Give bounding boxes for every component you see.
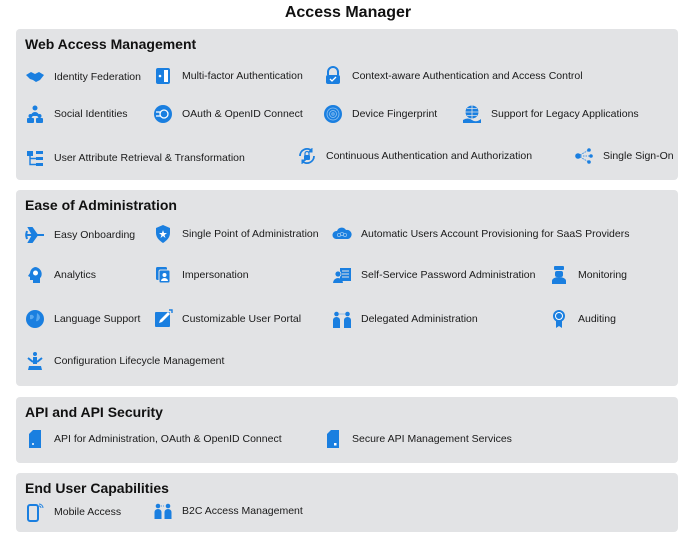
feature-language-support: Language Support — [24, 309, 140, 329]
cloud-users-icon — [331, 224, 353, 244]
section-web-access-management — [16, 29, 678, 180]
globe-icon — [24, 309, 46, 329]
openid-icon — [152, 104, 174, 124]
two-users-icon — [152, 501, 174, 521]
feature-b2c-access-management: B2C Access Management — [152, 501, 303, 521]
two-users-icon — [331, 309, 353, 329]
feature-configuration-lifecycle: Configuration Lifecycle Management — [24, 351, 224, 371]
section-title: End User Capabilities — [25, 480, 169, 496]
feature-single-point-administration: Single Point of Administration — [152, 224, 319, 244]
officer-icon — [548, 265, 570, 285]
lock-check-icon — [322, 66, 344, 86]
feature-secure-api-management: Secure API Management Services — [322, 429, 512, 449]
user-card-icon — [152, 265, 174, 285]
section-end-user-capabilities — [16, 473, 678, 532]
feature-customizable-user-portal: Customizable User Portal — [152, 309, 301, 329]
section-title: Web Access Management — [25, 36, 197, 52]
handshake-icon — [24, 67, 46, 87]
feature-impersonation: Impersonation — [152, 265, 249, 285]
mobile-wifi-icon — [24, 502, 46, 522]
hierarchy-icon — [24, 148, 46, 168]
section-api-security — [16, 397, 678, 463]
feature-multi-factor-authentication: Multi-factor Authentication — [152, 66, 303, 86]
feature-user-attribute-retrieval: User Attribute Retrieval & Transformation — [24, 148, 245, 168]
edit-icon — [152, 309, 174, 329]
page-title: Access Manager — [284, 4, 412, 21]
feature-support-legacy-applications: Support for Legacy Applications — [461, 104, 639, 124]
user-form-icon — [331, 265, 353, 285]
lock-cycle-icon — [296, 146, 318, 166]
feature-identity-federation: Identity Federation — [24, 67, 141, 87]
section-ease-of-administration — [16, 190, 678, 386]
feature-easy-onboarding: Easy Onboarding — [24, 225, 135, 245]
feature-api-administration: API for Administration, OAuth & OpenID Connect — [24, 429, 282, 449]
feature-self-service-password: Self-Service Password Administration — [331, 265, 536, 285]
brain-head-icon — [24, 265, 46, 285]
feature-automatic-account-provisioning: Automatic Users Account Provisioning for SaaS Providers — [331, 224, 629, 244]
feature-context-aware-authentication: Context-aware Authentication and Access Control — [322, 66, 583, 86]
feature-mobile-access: Mobile Access — [24, 502, 121, 522]
award-icon — [548, 309, 570, 329]
feature-continuous-authentication: Continuous Authentication and Authorization — [296, 146, 532, 166]
users-group-icon — [24, 104, 46, 124]
document-lock-icon — [322, 429, 344, 449]
globe-hand-icon — [461, 104, 483, 124]
feature-delegated-administration: Delegated Administration — [331, 309, 478, 329]
feature-single-sign-on: Single Sign-On — [573, 146, 674, 166]
fingerprint-icon — [322, 104, 344, 124]
feature-monitoring: Monitoring — [548, 265, 627, 285]
feature-social-identities: Social Identities — [24, 104, 128, 124]
section-title: API and API Security — [25, 404, 163, 420]
airplane-icon — [24, 225, 46, 245]
feature-analytics: Analytics — [24, 265, 96, 285]
feature-oauth-openid-connect: OAuth & OpenID Connect — [152, 104, 303, 124]
key-device-icon — [152, 66, 174, 86]
share-nodes-icon — [573, 146, 595, 166]
feature-device-fingerprint: Device Fingerprint — [322, 104, 437, 124]
feature-auditing: Auditing — [548, 309, 616, 329]
person-tree-icon — [24, 351, 46, 371]
section-title: Ease of Administration — [25, 197, 177, 213]
shield-star-icon — [152, 224, 174, 244]
document-star-icon — [24, 429, 46, 449]
